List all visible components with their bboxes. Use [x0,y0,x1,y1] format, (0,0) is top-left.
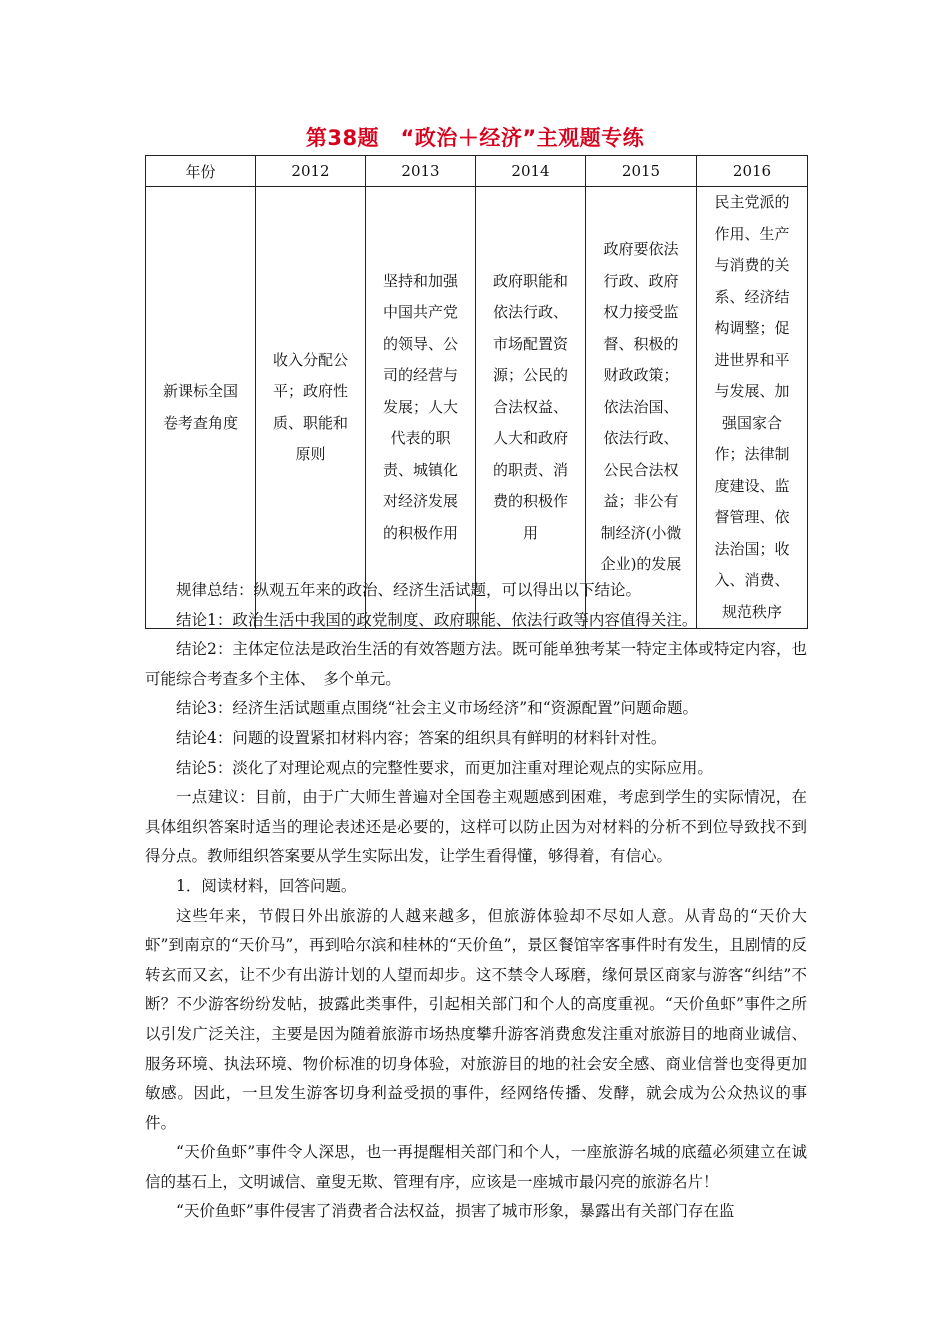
conclusion-5: 结论5：淡化了对理论观点的完整性要求，而更加注重对理论观点的实际应用。 [176,758,713,777]
conclusion-3: 结论3：经济生活试题重点围绕“社会主义市场经济”和“资源配置”问题命题。 [176,699,699,718]
suggestion-paragraph: 一点建议：目前，由于广大师生普遍对全国卷主观题感到困难，考虑到学生的实际情况，在具体组织答案时适当的理论表述还是必要的，这样可以防止因为对材料的分析不到位导致找不到得分点。教师组织答案要从学生实际出发，让学生看得懂，够得着，有信心。 [145,788,807,866]
body-text [145,576,807,1227]
header-2014: 2014 [476,156,586,187]
cell-2013-text: 坚持和加强 中国共产党 的领导、公 司的经营与 发展；人大 代表的职 责、城镇化 对经济发展 的积极作用 [382,271,458,542]
conclusion-2: 结论2：主体定位法是政治生活的有效答题方法。既可能单独考某一特定主体或特定内容，也可能综合考查多个主体、 多个单元。 [145,640,807,688]
question-heading: 1．阅读材料，回答问题。 [176,876,357,895]
header-2013: 2013 [366,156,476,187]
cell-2016-text: 民主党派的 作用、生产 与消费的关 系、经济结 构调整；促 进世界和平 与发展、加 强国家合 作；法律制 度建设、监 督管理、依 法治国；收 入、消费、 规范秩序 [714,193,790,621]
conclusion-1: 结论1：政治生活中我国的政党制度、政府职能、依法行政等内容值得关注。 [176,610,698,629]
material-paragraph-1: 这些年来，节假日外出旅游的人越来越多，但旅游体验却不尽如人意。从青岛的“天价大虾”到南京的“天价马”，再到哈尔滨和桂林的“天价鱼”，景区餐馆宰客事件时有发生，且剧情的反转玄而又玄，让不少有出游计划的人望而却步。这不禁令人琢磨，缘何景区商家与游客“纠结”不断？不少游客纷纷发帖，披露此类事件，引起相关部门和个人的高度重视。“天价鱼虾”事件之所以引发广泛关注，主要是因为随着旅游市场热度攀升游客消费愈发注重对旅游目的地商业诚信、服务环境、执法环境、物价标准的切身体验，对旅游目的地的社会安全感、商业信誉也变得更加敏感。因此，一旦发生游客切身利益受损的事件，经网络传播、发酵，就会成为公众热议的事件。 [145,906,807,1132]
cell-2015 [586,187,697,629]
cell-2012 [256,187,366,629]
cell-2015-text: 政府要依法 行政、政府 权力接受监 督、积极的 财政政策； 依法治国、 依法行政、 公民合法权 益；非公有 制经济(小微 企业)的发展 [600,240,682,574]
cell-2013 [366,187,476,629]
header-2016: 2016 [697,156,808,187]
cell-2014-text: 政府职能和 依法行政、 市场配置资 源；公民的 合法权益、 人大和政府 的职责、消 费的积极作 用 [492,271,568,542]
table-header-row [146,156,808,187]
cell-2012-text: 收入分配公 平；政府性 质、职能和 原则 [272,350,348,463]
table-row [146,187,808,629]
row-label: 新课标全国 卷考查角度 [162,382,238,432]
header-2015: 2015 [586,156,697,187]
page-title: 第38题 “政治＋经济”主观题专练 [305,126,645,150]
conclusion-4: 结论4：问题的设置紧扣材料内容；答案的组织具有鲜明的材料针对性。 [176,728,667,747]
cell-2016 [697,187,808,629]
material-paragraph-3: “天价鱼虾”事件侵害了消费者合法权益，损害了城市形象，暴露出有关部门存在监 [176,1202,735,1221]
material-paragraph-2: “天价鱼虾”事件令人深思，也一再提醒相关部门和个人，一座旅游名城的底蕴必须建立在诚信的基石上，文明诚信、童叟无欺、管理有序，应该是一座城市最闪亮的旅游名片！ [145,1143,807,1191]
header-2012: 2012 [256,156,366,187]
header-year: 年份 [146,156,256,187]
summary-paragraph: 规律总结：纵观五年来的政治、经济生活试题，可以得出以下结论。 [176,581,642,599]
row-label-cell [146,187,256,629]
cell-2014 [476,187,586,629]
exam-angle-table [145,155,808,629]
